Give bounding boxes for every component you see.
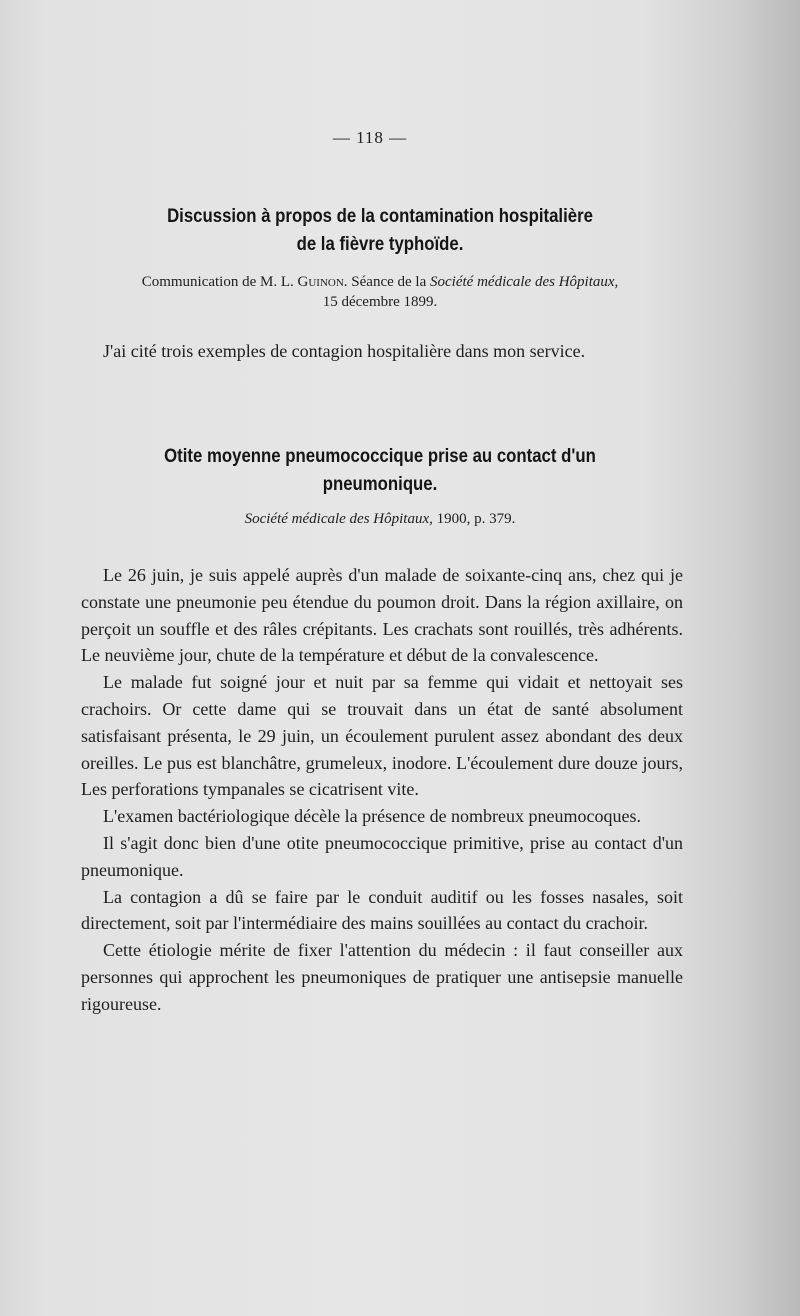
page-number: — 118 — <box>332 128 408 147</box>
section-1-reference <box>60 272 700 312</box>
section-2-body <box>81 562 683 1018</box>
section-2-reference <box>60 509 700 529</box>
paragraph-contagion-case: Le malade fut soigné jour et nuit par sa femme qui vidait et nettoyait ses crachoirs. Or cette dame qui se trouvait dans un état de santé absolument satisfaisant présenta, le 29 juin, un écoulement purulent assez abondant des deux oreilles. Le pus est blanchâtre, grumeleux, inodore. L'écoulement dure douze jours, Les perforations tympanales se cicatrisent vite. <box>81 672 683 800</box>
section-1-title-line-1: Discussion à propos de la contamination hospitalière <box>167 205 593 227</box>
paragraph-case-description: Le 26 juin, je suis appelé auprès d'un malade de soixante-cinq ans, chez qui je constate une pneumonie peu étendue du poumon droit. Dans la région axillaire, on perçoit un souffle et des râles crépitants. Les crachats sont rouillés, très adhérents. Le neuvième jour, chute de la température et début de la convalescence. <box>81 565 683 666</box>
section-1-paragraph: J'ai cité trois exemples de contagion hospitalière dans mon service. <box>103 341 586 361</box>
paragraph-bacteriology: L'examen bactériologique décèle la présence de nombreux pneumocoques. <box>103 806 642 827</box>
section-2-title <box>105 442 655 498</box>
paragraph-recommendation: Cette étiologie mérite de fixer l'attention du médecin : il faut conseiller aux personnes qui approchent les pneumoniques de pratiquer une antisepsie manuelle rigoureuse. <box>81 940 683 1014</box>
section-1-ref-author: Guinon <box>297 274 344 290</box>
section-1-ref-journal: Société médicale des Hôpitaux, <box>430 274 619 290</box>
section-1-title <box>105 202 655 258</box>
section-1-title-line-2: de la fièvre typhoïde. <box>296 233 464 255</box>
section-1-ref-prefix: Communication de M. L. <box>141 274 294 290</box>
section-1-ref-middle: . Séance de la <box>343 274 427 290</box>
paragraph-transmission: La contagion a dû se faire par le conduit auditif ou les fosses nasales, soit directement, soit par l'intermédiaire des mains souillées au contact du crachoir. <box>81 886 683 934</box>
section-1-ref-date: 15 décembre 1899. <box>322 294 438 310</box>
section-2-title-line-1: Otite moyenne pneumococcique prise au contact d'un <box>164 445 596 467</box>
section-2-title-line-2: pneumonique. <box>322 473 438 495</box>
section-2-ref-details: 1900, p. 379. <box>436 511 516 527</box>
section-2-ref-journal: Société médicale des Hôpitaux, <box>244 511 433 527</box>
paragraph-diagnosis: Il s'agit donc bien d'une otite pneumococcique primitive, prise au contact d'un pneumonique. <box>81 832 683 880</box>
section-1-body <box>81 338 683 365</box>
